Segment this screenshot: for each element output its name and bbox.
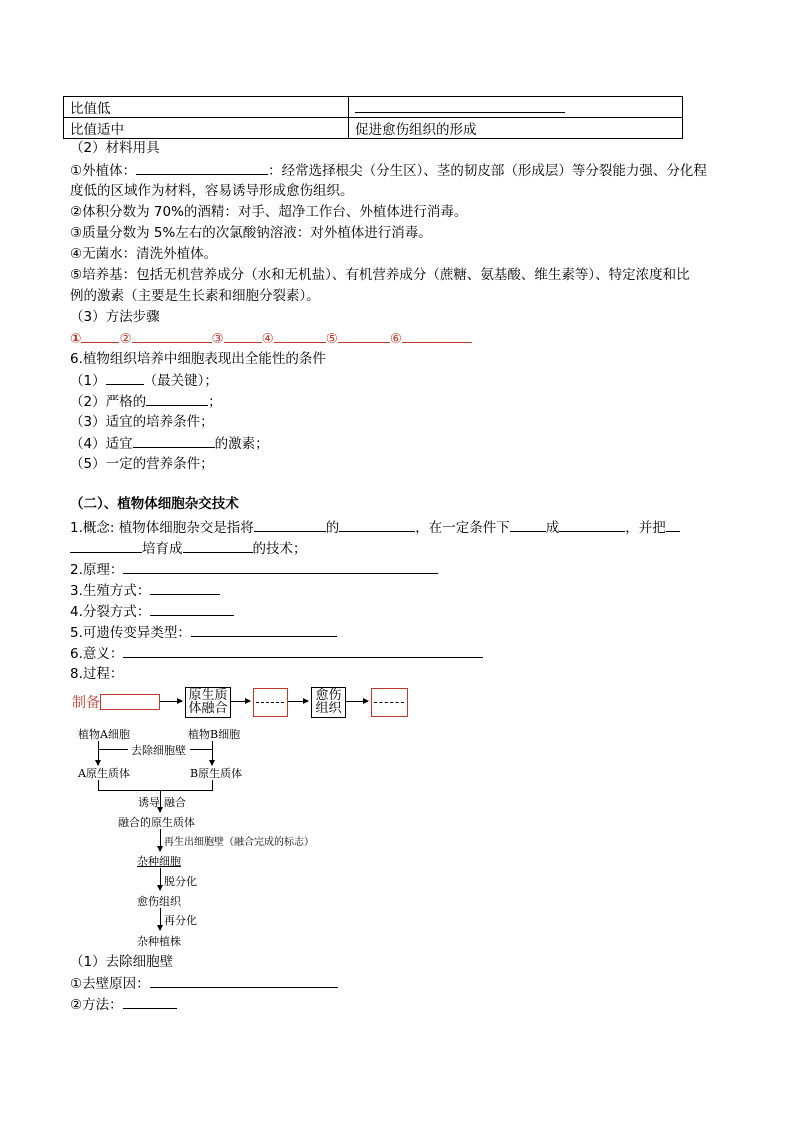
materials-item-5: ⑤培养基：包括无机营养成分（水和无机盐）、有机营养成分（蔗糖、氨基酸、维生素等）、特定浓度和比 <box>70 267 690 283</box>
text: 愈伤 <box>315 688 342 703</box>
answer-blank[interactable] <box>150 601 234 616</box>
text: 1.概念: 植物体细胞杂交是指将 <box>70 520 254 536</box>
answer-blank[interactable] <box>123 643 483 658</box>
materials-item-5-cont: 例的激素（主要是生长素和细胞分裂素）。 <box>70 288 320 304</box>
answer-blank[interactable] <box>150 973 338 988</box>
flow-fused: 融合的原生质体 <box>118 816 195 829</box>
text: ，并把 <box>625 520 666 536</box>
ratio-table <box>63 96 683 139</box>
text: 原生质 <box>188 688 228 703</box>
materials-heading: （2）材料用具 <box>70 140 160 156</box>
connector <box>190 749 212 750</box>
table-cell: 比值适中 <box>64 118 349 139</box>
text: 成 <box>545 520 560 536</box>
flow-cell-a: 植物A细胞 <box>78 728 130 741</box>
table-cell <box>349 97 683 118</box>
step-mark: ② <box>119 331 132 347</box>
text: 2.原理： <box>70 562 124 578</box>
connector <box>98 749 128 750</box>
hybrid-process: 8.过程： <box>70 666 124 682</box>
condition-2 <box>70 391 222 412</box>
text: （2）严格的 <box>70 394 147 410</box>
answer-blank[interactable] <box>254 517 326 532</box>
materials-item-1 <box>70 160 707 181</box>
text: 3.生殖方式： <box>70 583 151 599</box>
dash-line <box>374 702 404 703</box>
steps-heading: （3）方法步骤 <box>70 309 160 325</box>
arrow-right <box>160 701 182 702</box>
text: （1） <box>70 373 106 389</box>
flow-rediff: 再分化 <box>164 914 197 927</box>
answer-blank[interactable] <box>132 328 212 343</box>
remove-method <box>70 994 177 1015</box>
table-cell: 促进愈伤组织的形成 <box>349 118 683 139</box>
answer-blank[interactable] <box>666 517 680 532</box>
fusion-box <box>185 687 231 718</box>
answer-blank[interactable] <box>559 517 625 532</box>
answer-blank[interactable] <box>274 328 326 343</box>
step-mark: ④ <box>261 331 274 347</box>
text: ； <box>208 394 222 410</box>
flow-proto-a: A原生质体 <box>78 767 130 780</box>
condition-5: （5）一定的营养条件； <box>70 456 214 472</box>
arrow-right <box>230 701 250 702</box>
answer-blank[interactable] <box>136 160 268 175</box>
table-row <box>64 118 683 139</box>
text: 的 <box>325 520 340 536</box>
table-cell: 比值低 <box>64 97 349 118</box>
answer-blank[interactable] <box>510 517 546 532</box>
connector <box>212 780 213 790</box>
flow-regen: 再生出细胞壁（融合完成的标志） <box>164 837 314 848</box>
text: 6.意义： <box>70 646 124 662</box>
hybrid-variation <box>70 622 337 643</box>
answer-blank[interactable] <box>146 391 208 406</box>
hybrid-concept <box>70 517 680 538</box>
answer-blank[interactable] <box>123 559 438 574</box>
steps-blanks <box>70 328 472 349</box>
answer-blank[interactable] <box>81 328 119 343</box>
materials-item-2: ②体积分数为 70%的酒精：对手、超净工作台、外植体进行消毒。 <box>70 204 468 220</box>
text: 培育成 <box>142 541 183 557</box>
text: ：经常选择根尖（分生区）、茎的韧皮部（形成层）等分裂能力强、分化程 <box>268 163 707 179</box>
flow-dediff: 脱分化 <box>164 875 197 888</box>
flow-remove-wall <box>131 742 186 758</box>
condition-1 <box>70 370 218 391</box>
text: （4）适宜 <box>70 436 133 452</box>
answer-blank[interactable] <box>191 622 337 637</box>
hybrid-heading: （二）、植物体细胞杂交技术 <box>70 496 239 512</box>
arrow-down <box>160 829 161 851</box>
hybrid-meaning <box>70 643 483 664</box>
answer-blank[interactable] <box>338 328 390 343</box>
text: 去除细胞壁 <box>131 744 186 757</box>
flow-cell-b: 植物B细胞 <box>188 728 241 741</box>
dash-line <box>256 702 284 703</box>
materials-item-1-cont: 度低的区域作为材料，容易诱导形成愈伤组织。 <box>70 183 354 199</box>
text: 组织 <box>315 701 342 716</box>
text: 的激素； <box>214 436 269 452</box>
flow-induce: 诱导 <box>138 796 160 809</box>
answer-blank[interactable] <box>123 994 177 1009</box>
flow-callus: 愈伤组织 <box>137 895 181 908</box>
connector <box>98 780 99 790</box>
materials-item-3: ③质量分数为 5%左右的次氯酸钠溶液：对外植体进行消毒。 <box>70 225 432 241</box>
text: ②方法： <box>70 997 123 1013</box>
hybrid-principle <box>70 559 438 580</box>
answer-blank[interactable] <box>224 328 262 343</box>
step-mark: ③ <box>211 331 224 347</box>
arrow-right <box>288 701 308 702</box>
flow-fuse: 融合 <box>164 796 186 809</box>
text: ①外植体： <box>70 163 137 179</box>
materials-item-4: ④无菌水：清洗外植体。 <box>70 246 218 262</box>
flow-proto-b: B原生质体 <box>190 767 243 780</box>
hybrid-concept-cont <box>70 538 307 559</box>
callus-box <box>311 687 346 718</box>
answer-blank[interactable] <box>355 98 565 113</box>
remove-reason <box>70 973 338 994</box>
text: （最关键）； <box>143 373 218 389</box>
text: 体融合 <box>188 701 228 716</box>
prepare-label: 制备 <box>72 695 100 711</box>
arrow-down <box>160 908 161 930</box>
flow-hybrid-cell: 杂种细胞 <box>137 855 181 868</box>
table-row <box>64 97 683 118</box>
hybrid-reproduction <box>70 580 220 601</box>
condition-3: （3）适宜的培养条件； <box>70 414 214 430</box>
answer-blank[interactable] <box>339 517 415 532</box>
remove-heading: （1）去除细胞壁 <box>70 954 174 970</box>
answer-blank[interactable] <box>183 538 253 553</box>
step-mark: ⑤ <box>325 331 338 347</box>
text: ，在一定条件下 <box>415 520 510 536</box>
step-mark: ⑥ <box>389 331 402 347</box>
connector <box>98 790 213 791</box>
step-mark: ① <box>70 331 82 347</box>
text: 4.分裂方式： <box>70 604 151 620</box>
answer-blank[interactable] <box>402 328 472 343</box>
text: 的技术； <box>252 541 307 557</box>
condition-4 <box>70 433 269 454</box>
flow-plant: 杂种植株 <box>137 935 181 948</box>
arrow-down <box>160 790 161 812</box>
conditions-heading: 6.植物组织培养中细胞表现出全能性的条件 <box>70 351 326 367</box>
text: ①去壁原因： <box>70 976 150 992</box>
hybrid-division <box>70 601 234 622</box>
arrow-down <box>160 868 161 890</box>
answer-blank[interactable] <box>70 538 142 553</box>
arrow-down <box>212 741 213 765</box>
arrow-right <box>346 701 368 702</box>
answer-blank[interactable] <box>133 433 215 448</box>
answer-blank[interactable] <box>150 580 220 595</box>
prepare-blank-box[interactable] <box>100 694 160 710</box>
answer-blank[interactable] <box>106 370 144 385</box>
arrow-down <box>98 741 99 765</box>
text: 5.可遗传变异类型： <box>70 625 191 641</box>
